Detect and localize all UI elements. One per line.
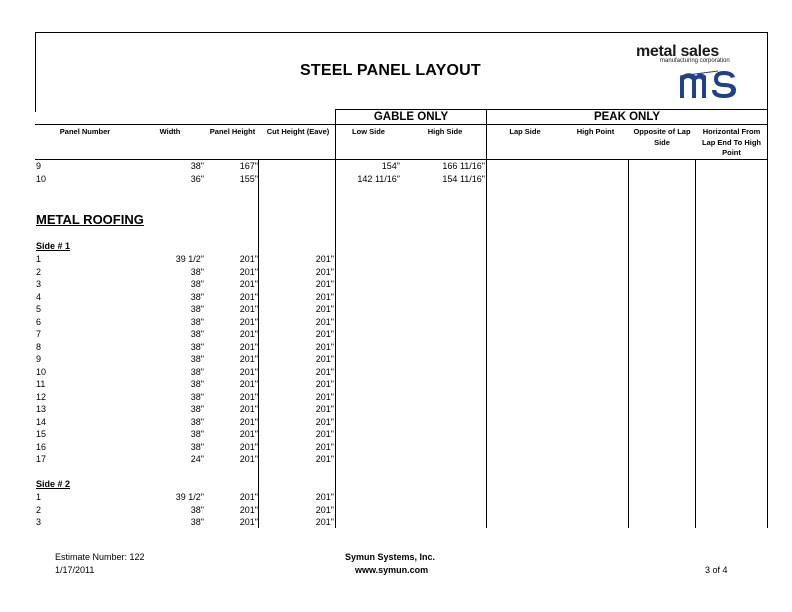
panel-width: 38" bbox=[190, 279, 204, 289]
panel-number: 2 bbox=[36, 504, 42, 515]
col-header-width: Width bbox=[159, 127, 181, 136]
panel-width: 38" bbox=[190, 404, 204, 414]
panel-number: 10 bbox=[36, 366, 47, 377]
cut-height: 201" bbox=[315, 316, 334, 327]
panel-width: 24" bbox=[190, 454, 204, 464]
logo-sub-text: manufacturing corporation bbox=[660, 58, 730, 64]
panel-number: 10 bbox=[36, 173, 47, 184]
panel-width: 38" bbox=[190, 366, 204, 377]
panel-height: 201" bbox=[239, 379, 258, 389]
panel-height: 201" bbox=[239, 416, 258, 427]
panel-width: 38" bbox=[190, 504, 204, 515]
low-side-value: 142 11/16" bbox=[357, 173, 400, 184]
header-divider-2 bbox=[35, 124, 768, 125]
panel-number: 7 bbox=[36, 329, 42, 339]
panel-height: 201" bbox=[239, 266, 258, 277]
panel-width: 38" bbox=[190, 429, 204, 439]
panel-number: 12 bbox=[36, 391, 47, 402]
col-divider-horizontal bbox=[695, 159, 696, 528]
cut-height: 201" bbox=[315, 504, 334, 515]
col-header-panel-number: Panel Number bbox=[59, 127, 111, 136]
panel-width: 38" bbox=[190, 354, 204, 364]
right-border bbox=[767, 32, 768, 528]
col-header-low-side: Low Side bbox=[352, 127, 385, 136]
panel-number: 4 bbox=[36, 291, 42, 302]
panel-number: 3 bbox=[36, 279, 42, 289]
col-header-cut-height: Cut Height (Eave) bbox=[266, 127, 330, 136]
col-header-opposite: Opposite of Lap Side bbox=[633, 127, 691, 147]
cut-height: 201" bbox=[315, 291, 334, 302]
cut-height: 201" bbox=[315, 266, 334, 277]
panel-width: 38" bbox=[190, 329, 204, 339]
panel-height: 155" bbox=[239, 173, 258, 184]
panel-height: 201" bbox=[239, 354, 258, 364]
panel-height: 201" bbox=[239, 329, 258, 339]
panel-height: 201" bbox=[239, 254, 258, 264]
panel-width: 38" bbox=[190, 341, 204, 352]
cut-height: 201" bbox=[315, 379, 334, 389]
col-header-lap-side: Lap Side bbox=[509, 127, 541, 136]
col-divider-gable bbox=[335, 109, 336, 528]
panel-height: 201" bbox=[239, 492, 258, 502]
cut-height: 201" bbox=[315, 254, 334, 264]
panel-number: 14 bbox=[36, 416, 47, 427]
cut-height: 201" bbox=[315, 404, 334, 414]
panel-number: 13 bbox=[36, 404, 47, 414]
panel-number: 8 bbox=[36, 341, 42, 352]
panel-height: 201" bbox=[239, 391, 258, 402]
col-header-high-side: High Side bbox=[427, 127, 463, 136]
panel-height: 201" bbox=[239, 404, 258, 414]
high-side-value: 154 11/16" bbox=[442, 173, 485, 184]
panel-number: 9 bbox=[36, 161, 42, 171]
cut-height: 201" bbox=[315, 416, 334, 427]
cut-height: 201" bbox=[315, 354, 334, 364]
cut-height: 201" bbox=[315, 517, 334, 527]
panel-width: 38" bbox=[190, 391, 204, 402]
logo-brand-text: metal sales bbox=[636, 43, 719, 60]
page-title: STEEL PANEL LAYOUT bbox=[300, 62, 481, 79]
panel-width: 39 1/2" bbox=[175, 254, 204, 264]
panel-number: 5 bbox=[36, 304, 42, 314]
cut-height: 201" bbox=[315, 429, 334, 439]
panel-width: 39 1/2" bbox=[175, 492, 204, 502]
side-1-label: Side # 1 bbox=[36, 241, 71, 251]
panel-height: 201" bbox=[239, 366, 258, 377]
estimate-number: Estimate Number: 122 bbox=[55, 552, 145, 562]
panel-height: 201" bbox=[239, 504, 258, 515]
col-header-panel-height: Panel Height bbox=[209, 127, 256, 136]
panel-number: 1 bbox=[36, 492, 42, 502]
col-divider-peak bbox=[486, 109, 487, 528]
left-border bbox=[35, 32, 36, 112]
peak-only-header: PEAK ONLY bbox=[593, 111, 661, 123]
low-side-value: 154" bbox=[381, 161, 400, 171]
panel-number: 9 bbox=[36, 354, 42, 364]
panel-width: 38" bbox=[190, 304, 204, 314]
col-divider-cut bbox=[258, 159, 259, 528]
panel-number: 6 bbox=[36, 316, 42, 327]
panel-height: 201" bbox=[239, 316, 258, 327]
cut-height: 201" bbox=[315, 391, 334, 402]
cut-height: 201" bbox=[315, 341, 334, 352]
estimate-date: 1/17/2011 bbox=[55, 565, 95, 575]
side-2-label: Side # 2 bbox=[36, 479, 71, 489]
panel-width: 38" bbox=[190, 266, 204, 277]
panel-number: 11 bbox=[36, 379, 46, 389]
panel-height: 201" bbox=[239, 517, 258, 527]
metal-sales-logo-icon bbox=[678, 68, 742, 102]
panel-height: 201" bbox=[239, 429, 258, 439]
panel-height: 201" bbox=[239, 291, 258, 302]
panel-width: 38" bbox=[190, 441, 204, 452]
cut-height: 201" bbox=[315, 366, 334, 377]
panel-width: 38" bbox=[190, 316, 204, 327]
panel-number: 3 bbox=[36, 517, 42, 527]
company-website: www.symun.com bbox=[355, 565, 429, 575]
panel-number: 16 bbox=[36, 441, 47, 452]
panel-width: 38" bbox=[190, 416, 204, 427]
panel-height: 201" bbox=[239, 279, 258, 289]
panel-width: 38" bbox=[190, 517, 204, 527]
cut-height: 201" bbox=[315, 441, 334, 452]
panel-height: 167" bbox=[239, 161, 258, 171]
header-divider bbox=[335, 109, 768, 110]
cut-height: 201" bbox=[315, 279, 334, 289]
section-title: METAL ROOFING bbox=[36, 212, 144, 227]
panel-number: 15 bbox=[36, 429, 47, 439]
col-header-horizontal: Horizontal From Lap End To High Point bbox=[701, 127, 762, 157]
panel-height: 201" bbox=[239, 341, 258, 352]
col-divider-opposite bbox=[628, 159, 629, 528]
panel-height: 201" bbox=[239, 441, 258, 452]
top-border bbox=[35, 32, 768, 33]
panel-width: 36" bbox=[190, 173, 204, 184]
page-number: 3 of 4 bbox=[705, 565, 728, 575]
panel-width: 38" bbox=[190, 291, 204, 302]
columns-bottom-divider bbox=[35, 159, 768, 160]
col-header-high-point: High Point bbox=[576, 127, 615, 136]
cut-height: 201" bbox=[315, 304, 334, 314]
gable-only-header: GABLE ONLY bbox=[373, 111, 449, 123]
cut-height: 201" bbox=[315, 454, 334, 464]
panel-width: 38" bbox=[190, 379, 204, 389]
company-name: Symun Systems, Inc. bbox=[345, 552, 436, 562]
panel-number: 17 bbox=[36, 454, 47, 464]
panel-number: 2 bbox=[36, 266, 42, 277]
cut-height: 201" bbox=[315, 329, 334, 339]
panel-height: 201" bbox=[239, 304, 258, 314]
panel-height: 201" bbox=[239, 454, 258, 464]
high-side-value: 166 11/16" bbox=[442, 161, 485, 171]
panel-number: 1 bbox=[36, 254, 42, 264]
cut-height: 201" bbox=[315, 492, 334, 502]
panel-width: 38" bbox=[190, 161, 204, 171]
